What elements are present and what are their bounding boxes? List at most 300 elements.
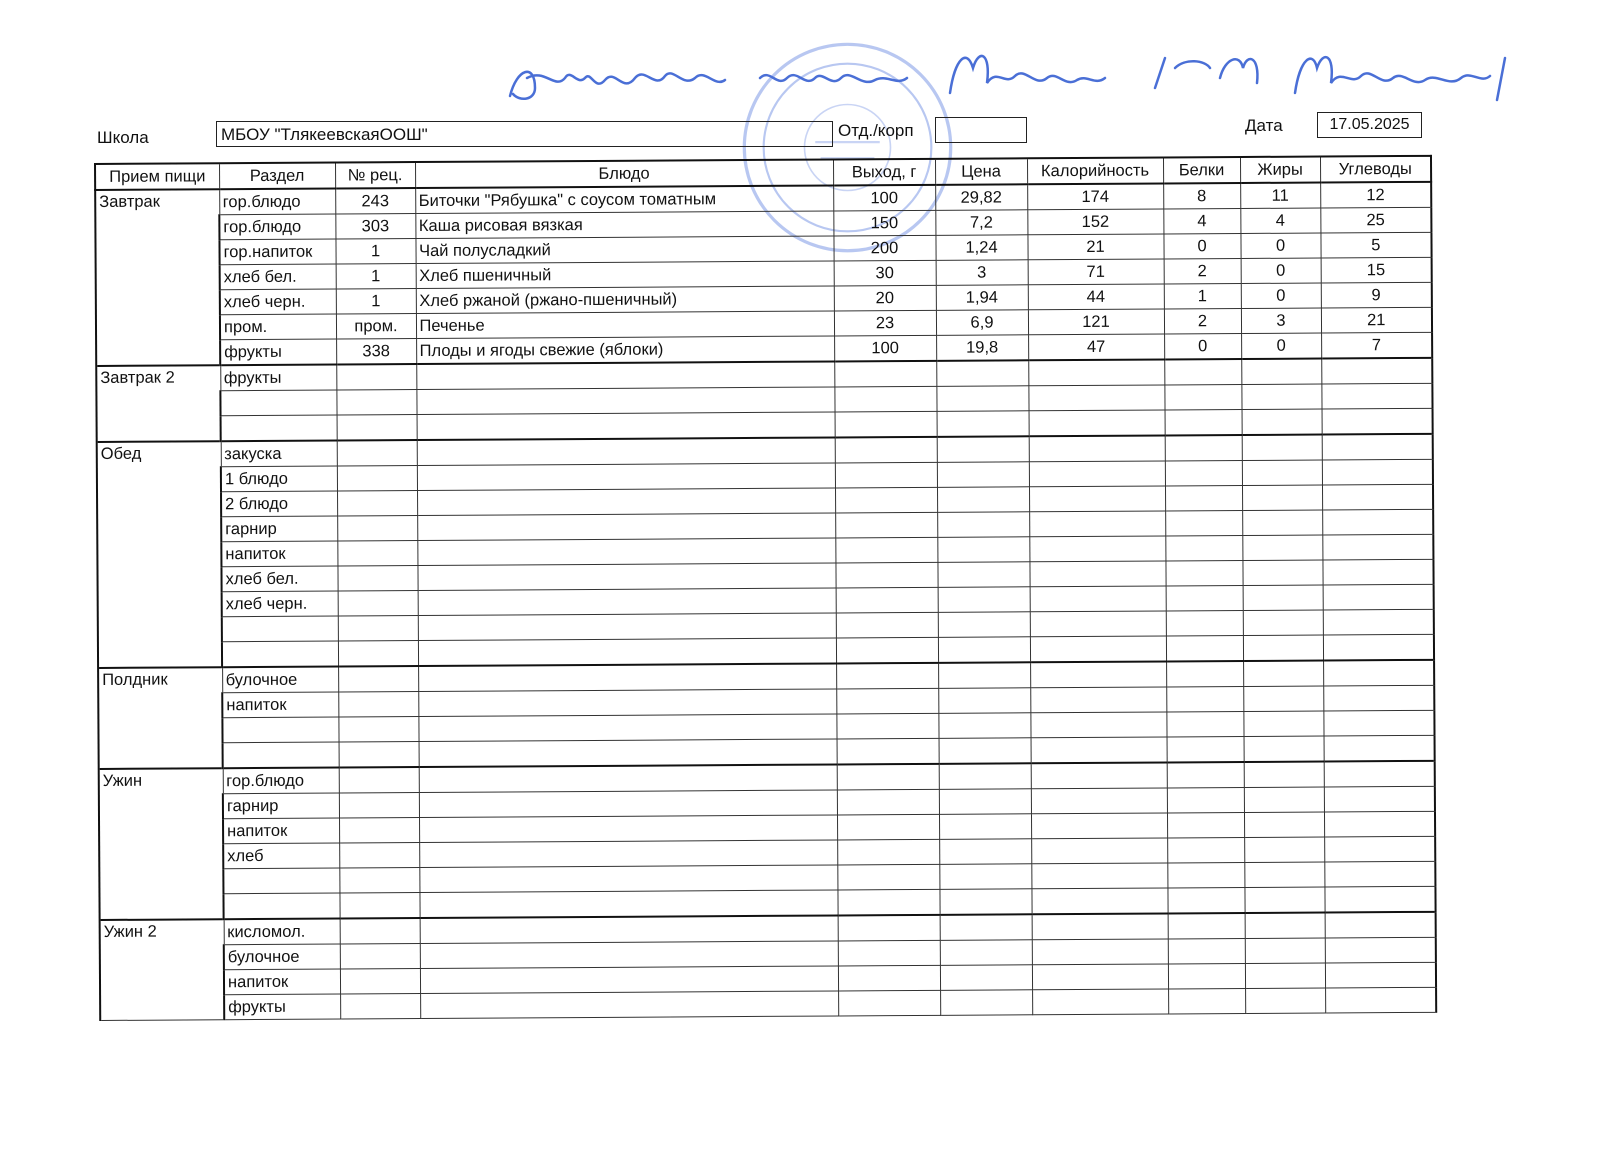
table-cell: 1 блюдо [221,466,337,492]
table-cell [1322,459,1433,485]
table-cell [1165,485,1242,510]
table-cell [836,612,938,638]
table-cell [835,437,937,463]
table-cell: 4 [1240,208,1320,233]
meal-name-cell: Ужин 2 [100,919,225,1020]
table-cell [420,991,838,1019]
otd-label: Отд./корп [838,121,914,140]
table-cell [1323,634,1434,660]
table-cell [939,864,1031,890]
table-cell [340,969,420,994]
table-cell [1031,888,1167,914]
table-cell [338,717,418,742]
table-cell [1029,561,1165,587]
table-cell [937,411,1029,437]
meal-name-cell: Ужин [99,768,224,920]
table-cell: закуска [221,441,337,467]
table-cell: напиток [223,818,339,844]
table-cell: 100 [834,335,936,361]
table-cell [1028,385,1164,411]
table-body [95,182,1436,1021]
table-cell [1321,358,1432,384]
table-cell [940,940,1032,966]
table-cell: напиток [221,541,337,567]
table-cell: Биточки "Рябушка" с соусом томатным [415,185,833,213]
table-cell [1168,938,1245,963]
table-cell [1321,383,1432,409]
table-cell [1242,435,1322,461]
table-cell [223,742,339,768]
table-cell [835,537,937,563]
table-cell: 174 [1027,183,1163,209]
table-cell [1244,736,1324,762]
table-cell [419,790,837,818]
table-cell [1242,409,1322,435]
table-cell [1242,535,1322,560]
table-cell [1167,736,1244,762]
table-cell [339,893,419,919]
table-cell: 7 [1321,332,1432,358]
table-cell [1166,686,1243,711]
table-cell: фрукты [220,365,336,391]
table-cell [419,739,837,767]
table-cell [338,591,418,616]
table-cell [1243,711,1323,736]
table-cell [837,839,939,865]
table-cell [1322,509,1433,535]
table-cell [939,738,1031,764]
table-cell [939,889,1031,915]
table-cell: Хлеб ржаной (ржано-пшеничный) [416,286,834,314]
table-cell [1168,913,1245,939]
table-cell: Печенье [416,311,834,339]
table-cell: 2 [1164,258,1241,283]
table-cell [340,944,420,969]
table-cell [418,638,836,666]
table-cell [222,641,338,667]
col-header: Блюдо [415,159,833,188]
col-header: Цена [935,158,1027,185]
table-cell [835,411,937,437]
table-cell [417,513,835,541]
table-cell [939,789,1031,815]
table-cell: 29,82 [935,184,1027,210]
table-cell: 150 [833,210,935,236]
table-cell: 5 [1320,232,1431,258]
table-cell: 1 [336,264,416,289]
table-cell [1032,939,1168,965]
table-cell [223,868,339,894]
table-cell [222,717,338,743]
table-cell [337,466,417,491]
table-cell [1325,987,1436,1013]
table-cell [1167,762,1244,788]
table-cell [222,616,338,642]
table-cell [1242,485,1322,510]
table-cell: пром. [336,314,416,339]
table-cell [221,415,337,441]
table-cell [938,713,1030,739]
table-cell [1165,510,1242,535]
table-cell [1166,610,1243,635]
menu-table [94,155,1437,1021]
table-cell [836,637,938,663]
table-cell [837,789,939,815]
table-cell [340,994,420,1019]
table-cell [936,360,1028,386]
table-cell [838,915,940,941]
table-cell [1244,862,1324,887]
table-cell [1165,535,1242,560]
table-cell: 47 [1028,334,1164,360]
table-cell [938,587,1030,613]
col-header: Прием пищи [95,163,219,190]
school-field: МБОУ "ТлякеевскаяООШ" [216,121,833,147]
table-cell: 0 [1241,333,1321,359]
table-cell: Плоды и ягоды свежие (яблоки) [416,336,834,364]
table-cell [1241,359,1321,385]
table-cell [1322,534,1433,560]
table-cell: 25 [1320,207,1431,233]
table-cell: гарнир [223,793,339,819]
date-label: Дата [1245,116,1283,135]
table-cell: гор.блюдо [223,768,339,794]
table-cell [1030,611,1166,637]
table-cell [418,663,836,691]
table-cell [1031,737,1167,763]
table-cell [937,562,1029,588]
table-cell [838,990,940,1016]
table-cell [1322,434,1433,460]
table-cell [1323,710,1434,736]
table-cell [419,865,837,893]
table-cell: булочное [222,667,338,693]
table-cell: гор.напиток [219,239,335,265]
table-cell [338,616,418,641]
table-cell [416,387,834,415]
table-cell [1165,409,1242,435]
table-cell [1166,661,1243,687]
table-cell: хлеб бел. [221,566,337,592]
table-cell [338,692,418,717]
table-cell [1030,687,1166,713]
table-cell [1244,887,1324,913]
table-cell [1166,635,1243,661]
table-cell [836,663,938,689]
table-cell: 1 [336,289,416,314]
table-cell: 23 [834,310,936,336]
table-cell: 8 [1163,183,1240,209]
table-cell [837,864,939,890]
table-cell [337,440,417,466]
table-cell [223,893,339,919]
col-header: Калорийность [1027,157,1163,184]
director-signature [505,38,1515,118]
table-cell [419,815,837,843]
table-cell [1325,962,1436,988]
table-cell [1028,359,1164,385]
table-cell: 121 [1028,309,1164,335]
table-cell [1242,460,1322,485]
table-cell [837,889,939,915]
table-cell [420,941,838,969]
table-cell [1165,560,1242,585]
table-cell [939,839,1031,865]
table-cell [418,588,836,616]
table-cell: 21 [1321,307,1432,333]
table-cell [337,415,417,441]
table-cell: гор.блюдо [219,189,335,215]
table-cell [339,767,419,793]
col-header: Углеводы [1320,156,1431,183]
table-cell [1166,711,1243,736]
table-cell [838,940,940,966]
table-cell [1323,685,1434,711]
table-cell [417,538,835,566]
table-cell: 200 [833,235,935,261]
table-cell: 12 [1320,182,1431,208]
table-cell [1031,762,1167,788]
table-cell [1031,838,1167,864]
table-cell [836,688,938,714]
table-cell [220,390,336,416]
table-cell [420,966,838,994]
table-cell [1322,484,1433,510]
table-cell [339,793,419,818]
table-cell [1166,585,1243,610]
table-cell [1029,486,1165,512]
table-cell [1324,786,1435,812]
table-cell [1325,912,1436,938]
table-cell [1241,384,1321,409]
table-cell [1031,788,1167,814]
table-cell [417,488,835,516]
table-cell [938,688,1030,714]
table-cell [1323,660,1434,686]
table-cell [939,814,1031,840]
table-cell: гор.блюдо [219,214,335,240]
col-header: Раздел [219,163,335,190]
table-cell: 11 [1240,183,1320,209]
table-cell [1324,886,1435,912]
table-cell [1029,410,1165,436]
table-cell: хлеб черн. [222,591,338,617]
table-cell [417,437,835,465]
table-cell [1243,585,1323,610]
table-cell: булочное [224,944,340,970]
table-cell [1029,536,1165,562]
table-cell: напиток [224,969,340,995]
table-cell: 21 [1027,234,1163,260]
table-cell [338,666,418,692]
table-cell: 303 [335,214,415,239]
table-cell: 0 [1241,283,1321,308]
table-cell [1245,938,1325,963]
table-cell [937,512,1029,538]
table-cell [419,840,837,868]
table-cell: 20 [834,285,936,311]
table-cell [1030,636,1166,662]
table-cell: 30 [834,260,936,286]
table-cell: 6,9 [936,310,1028,336]
table-cell [1244,837,1324,862]
table-cell [1031,813,1167,839]
table-cell [1167,862,1244,887]
col-header: Жиры [1240,157,1320,183]
table-cell [1167,812,1244,837]
table-cell [1324,836,1435,862]
table-cell [418,714,836,742]
table-cell [940,965,1032,991]
table-cell [337,516,417,541]
table-cell: 1 [1164,283,1241,308]
table-cell: 152 [1027,209,1163,235]
table-cell: кисломол. [224,919,340,945]
table-cell [1324,761,1435,787]
table-cell [1030,712,1166,738]
table-cell [835,487,937,513]
table-cell [1245,963,1325,988]
table-cell [1322,408,1433,434]
table-cell [937,462,1029,488]
table-cell: Хлеб пшеничный [416,261,834,289]
table-cell: хлеб [223,843,339,869]
table-cell: 7,2 [935,210,1027,236]
table-cell [1032,964,1168,990]
table-cell: 1,24 [935,235,1027,261]
table-cell: 2 [1164,308,1241,333]
table-cell: напиток [222,692,338,718]
table-cell [1245,912,1325,938]
table-cell [339,742,419,768]
table-cell [1032,913,1168,939]
table-cell [835,562,937,588]
table-cell [837,764,939,790]
table-cell [1032,989,1168,1015]
table-cell [1167,787,1244,812]
table-cell [834,386,936,412]
table-cell [1325,937,1436,963]
table-cell [1245,988,1325,1013]
table-cell [1167,837,1244,862]
table-cell: 1,94 [936,285,1028,311]
col-header: № рец. [335,162,415,188]
table-cell [837,738,939,764]
table-cell [1323,584,1434,610]
table-cell: 19,8 [936,335,1028,361]
table-cell [1244,761,1324,787]
table-cell [1243,610,1323,635]
table-cell [337,541,417,566]
table-cell: хлеб черн. [220,289,336,315]
meal-name-cell: Завтрак 2 [96,365,220,442]
table-cell [939,763,1031,789]
table-cell [1243,635,1323,661]
table-cell [1323,609,1434,635]
table-cell [1242,510,1322,535]
table-cell: 0 [1163,233,1240,258]
table-cell [834,361,936,387]
table-cell [1029,511,1165,537]
table-cell: 3 [1241,308,1321,333]
table-cell: 0 [1241,258,1321,283]
table-cell [1031,863,1167,889]
meal-name-cell: Завтрак [95,189,220,366]
table-cell: 3 [936,260,1028,286]
table-cell: 71 [1028,259,1164,285]
table-cell [417,412,835,440]
table-cell [1324,735,1435,761]
table-cell: хлеб бел. [220,264,336,290]
table-cell [936,386,1028,412]
table-cell [1165,435,1242,461]
col-header: Белки [1163,157,1240,183]
table-cell [337,566,417,591]
table-cell [1244,812,1324,837]
table-cell [337,491,417,516]
table-cell [1030,661,1166,687]
table-cell [838,965,940,991]
table-cell: 1 [335,239,415,264]
table-cell [419,890,837,918]
table-cell [339,843,419,868]
meal-name-cell: Обед [97,441,222,668]
table-cell [1165,460,1242,485]
meal-name-cell: Полдник [98,667,223,769]
table-cell [416,361,834,389]
table-cell: 0 [1164,333,1241,359]
table-cell [1168,963,1245,988]
table-cell [1168,988,1245,1013]
table-cell [336,390,416,415]
table-cell [837,814,939,840]
table-cell: фрукты [224,994,340,1020]
table-cell [1030,586,1166,612]
table-cell: 100 [833,185,935,211]
table-cell [1029,435,1165,461]
table-cell [1164,384,1241,409]
school-label: Школа [97,128,149,147]
table-cell [835,512,937,538]
table-cell: 44 [1028,284,1164,310]
table-cell [336,364,416,390]
table-cell: 338 [336,339,416,365]
table-cell [937,436,1029,462]
table-cell: гарнир [221,516,337,542]
date-field: 17.05.2025 [1317,112,1422,138]
table-cell: фрукты [220,339,336,365]
table-cell [1164,359,1241,385]
table-cell [1243,661,1323,687]
table-cell [940,990,1032,1016]
table-cell: 0 [1240,233,1320,258]
table-cell [418,613,836,641]
table-cell: 4 [1163,208,1240,233]
table-cell [938,662,1030,688]
table-cell [419,764,837,792]
table-cell [940,914,1032,940]
table-cell [338,641,418,667]
table-cell [937,537,1029,563]
table-cell [1322,559,1433,585]
table-cell [339,868,419,893]
table-cell [418,689,836,717]
table-cell [1324,861,1435,887]
table-cell [417,463,835,491]
table-cell [1242,560,1322,585]
table-cell [339,818,419,843]
table-cell [938,637,1030,663]
